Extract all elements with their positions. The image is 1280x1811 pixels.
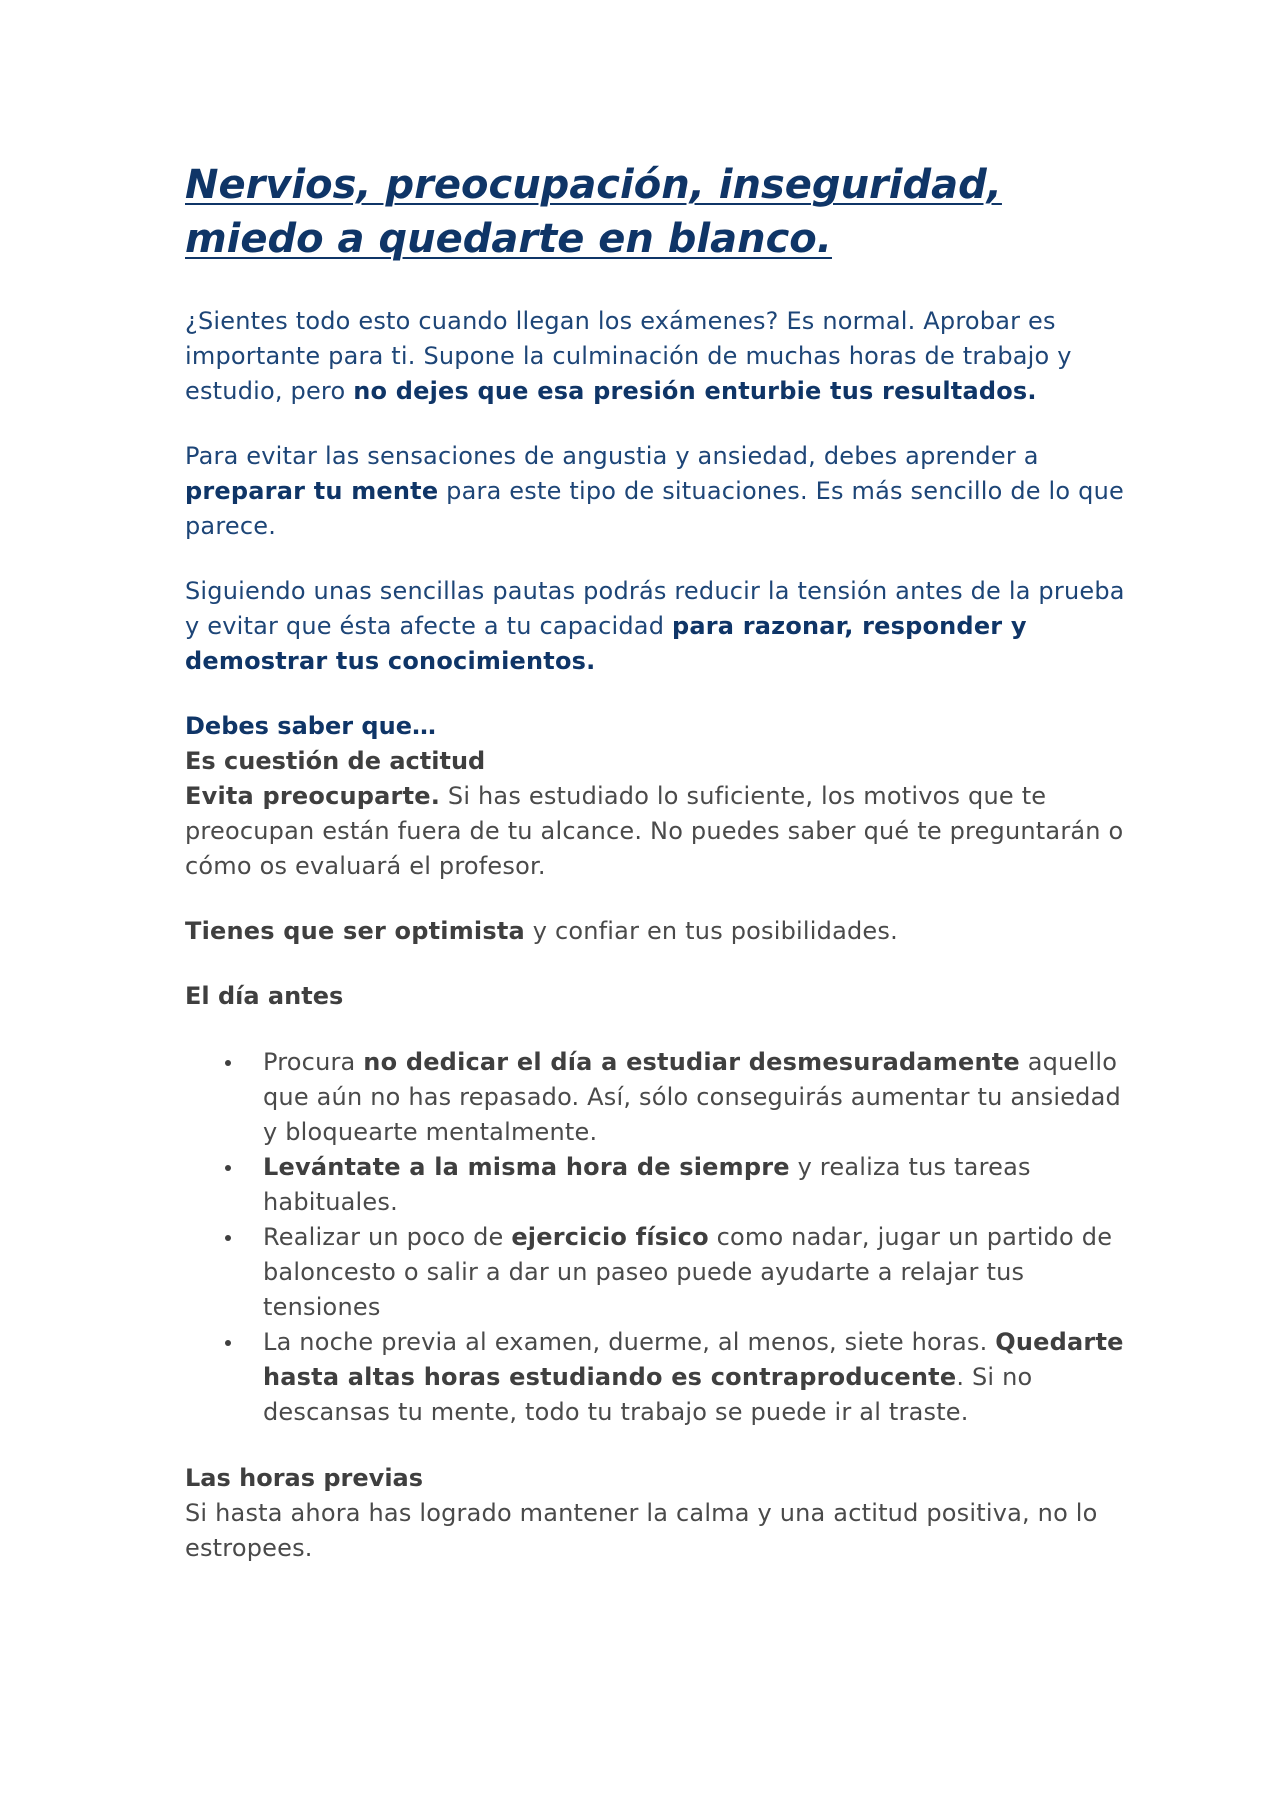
actitud-paragraph: [185, 779, 1140, 884]
list-item-emphasis: Quedarte hasta altas horas estudiando es contraproducente: [263, 1328, 1124, 1391]
actitud-text: Si has estudiado lo suficiente, los motivos que te preocupan están fuera de tu alcance. No puedes saber qué te preguntarán o cómo os evaluará el profesor.: [185, 782, 1124, 880]
actitud-emphasis: Evita preocuparte.: [185, 782, 441, 810]
list-item-emphasis: Levántate a la misma hora de siempre: [263, 1153, 790, 1181]
optimista-emphasis: Tienes que ser optimista: [185, 917, 525, 945]
list-item: [263, 1150, 1140, 1220]
optimista-text: y confiar en tus posibilidades.: [524, 917, 898, 945]
bullet-dot-icon: [225, 1340, 231, 1346]
list-item: [263, 1325, 1140, 1430]
list-item-text: Procura: [263, 1048, 364, 1076]
horas-previas-paragraph: Si hasta ahora has logrado mantener la calma y una actitud positiva, no lo estropees.: [185, 1499, 1098, 1562]
dia-antes-list: [185, 1045, 1140, 1430]
debes-saber-heading: Debes saber que…: [185, 712, 436, 740]
list-item-emphasis: no dedicar el día a estudiar desmesuradamente: [363, 1048, 1020, 1076]
mind-text-2: para este tipo de situaciones. Es más sencillo de lo que parece.: [185, 477, 1124, 540]
list-item-text: . Si no descansas tu mente, todo tu trabajo se puede ir al traste.: [263, 1363, 1033, 1426]
dia-antes-heading: El día antes: [185, 982, 344, 1010]
guidelines-emphasis: para razonar, responder y demostrar tus conocimientos.: [185, 612, 1027, 675]
title-line-1: Nervios, preocupación, inseguridad,: [185, 162, 1002, 208]
list-item-text: La noche previa al examen, duerme, al menos, siete horas.: [263, 1328, 996, 1356]
actitud-heading: Es cuestión de actitud: [185, 747, 486, 775]
guidelines-paragraph: [185, 574, 1140, 679]
optimista-paragraph: [185, 914, 1140, 949]
mind-emphasis: preparar tu mente: [185, 477, 439, 505]
list-item: [263, 1045, 1140, 1150]
document-title: [185, 158, 1140, 266]
list-item-emphasis: ejercicio físico: [511, 1223, 709, 1251]
guidelines-text: Siguiendo unas sencillas pautas podrás reducir la tensión antes de la prueba y evitar que ésta afecte a tu capacidad: [185, 577, 1125, 640]
intro-text: ¿Sientes todo esto cuando llegan los exámenes? Es normal. Aprobar es importante para ti. Supone la culminación de muchas horas de trabajo y estudio, pero: [185, 307, 1072, 405]
horas-previas-heading: Las horas previas: [185, 1464, 424, 1492]
list-item: [263, 1220, 1140, 1325]
title-line-2: miedo a quedarte en blanco.: [185, 216, 832, 262]
bullet-dot-icon: [225, 1235, 231, 1241]
list-item-text: aquello que aún no has repasado. Así, sólo conseguirás aumentar tu ansiedad y bloquearte mentalmente.: [263, 1048, 1121, 1146]
mind-paragraph: [185, 439, 1140, 544]
bullet-dot-icon: [225, 1060, 231, 1066]
intro-paragraph: [185, 304, 1140, 409]
intro-emphasis: no dejes que esa presión enturbie tus resultados.: [353, 377, 1037, 405]
bullet-dot-icon: [225, 1165, 231, 1171]
list-item-text: y realiza tus tareas habituales.: [263, 1153, 1031, 1216]
list-item-text: Realizar un poco de: [263, 1223, 512, 1251]
list-item-text: como nadar, jugar un partido de baloncesto o salir a dar un paseo puede ayudarte a relajar tus tensiones: [263, 1223, 1113, 1321]
mind-text-1: Para evitar las sensaciones de angustia y ansiedad, debes aprender a: [185, 442, 1039, 470]
